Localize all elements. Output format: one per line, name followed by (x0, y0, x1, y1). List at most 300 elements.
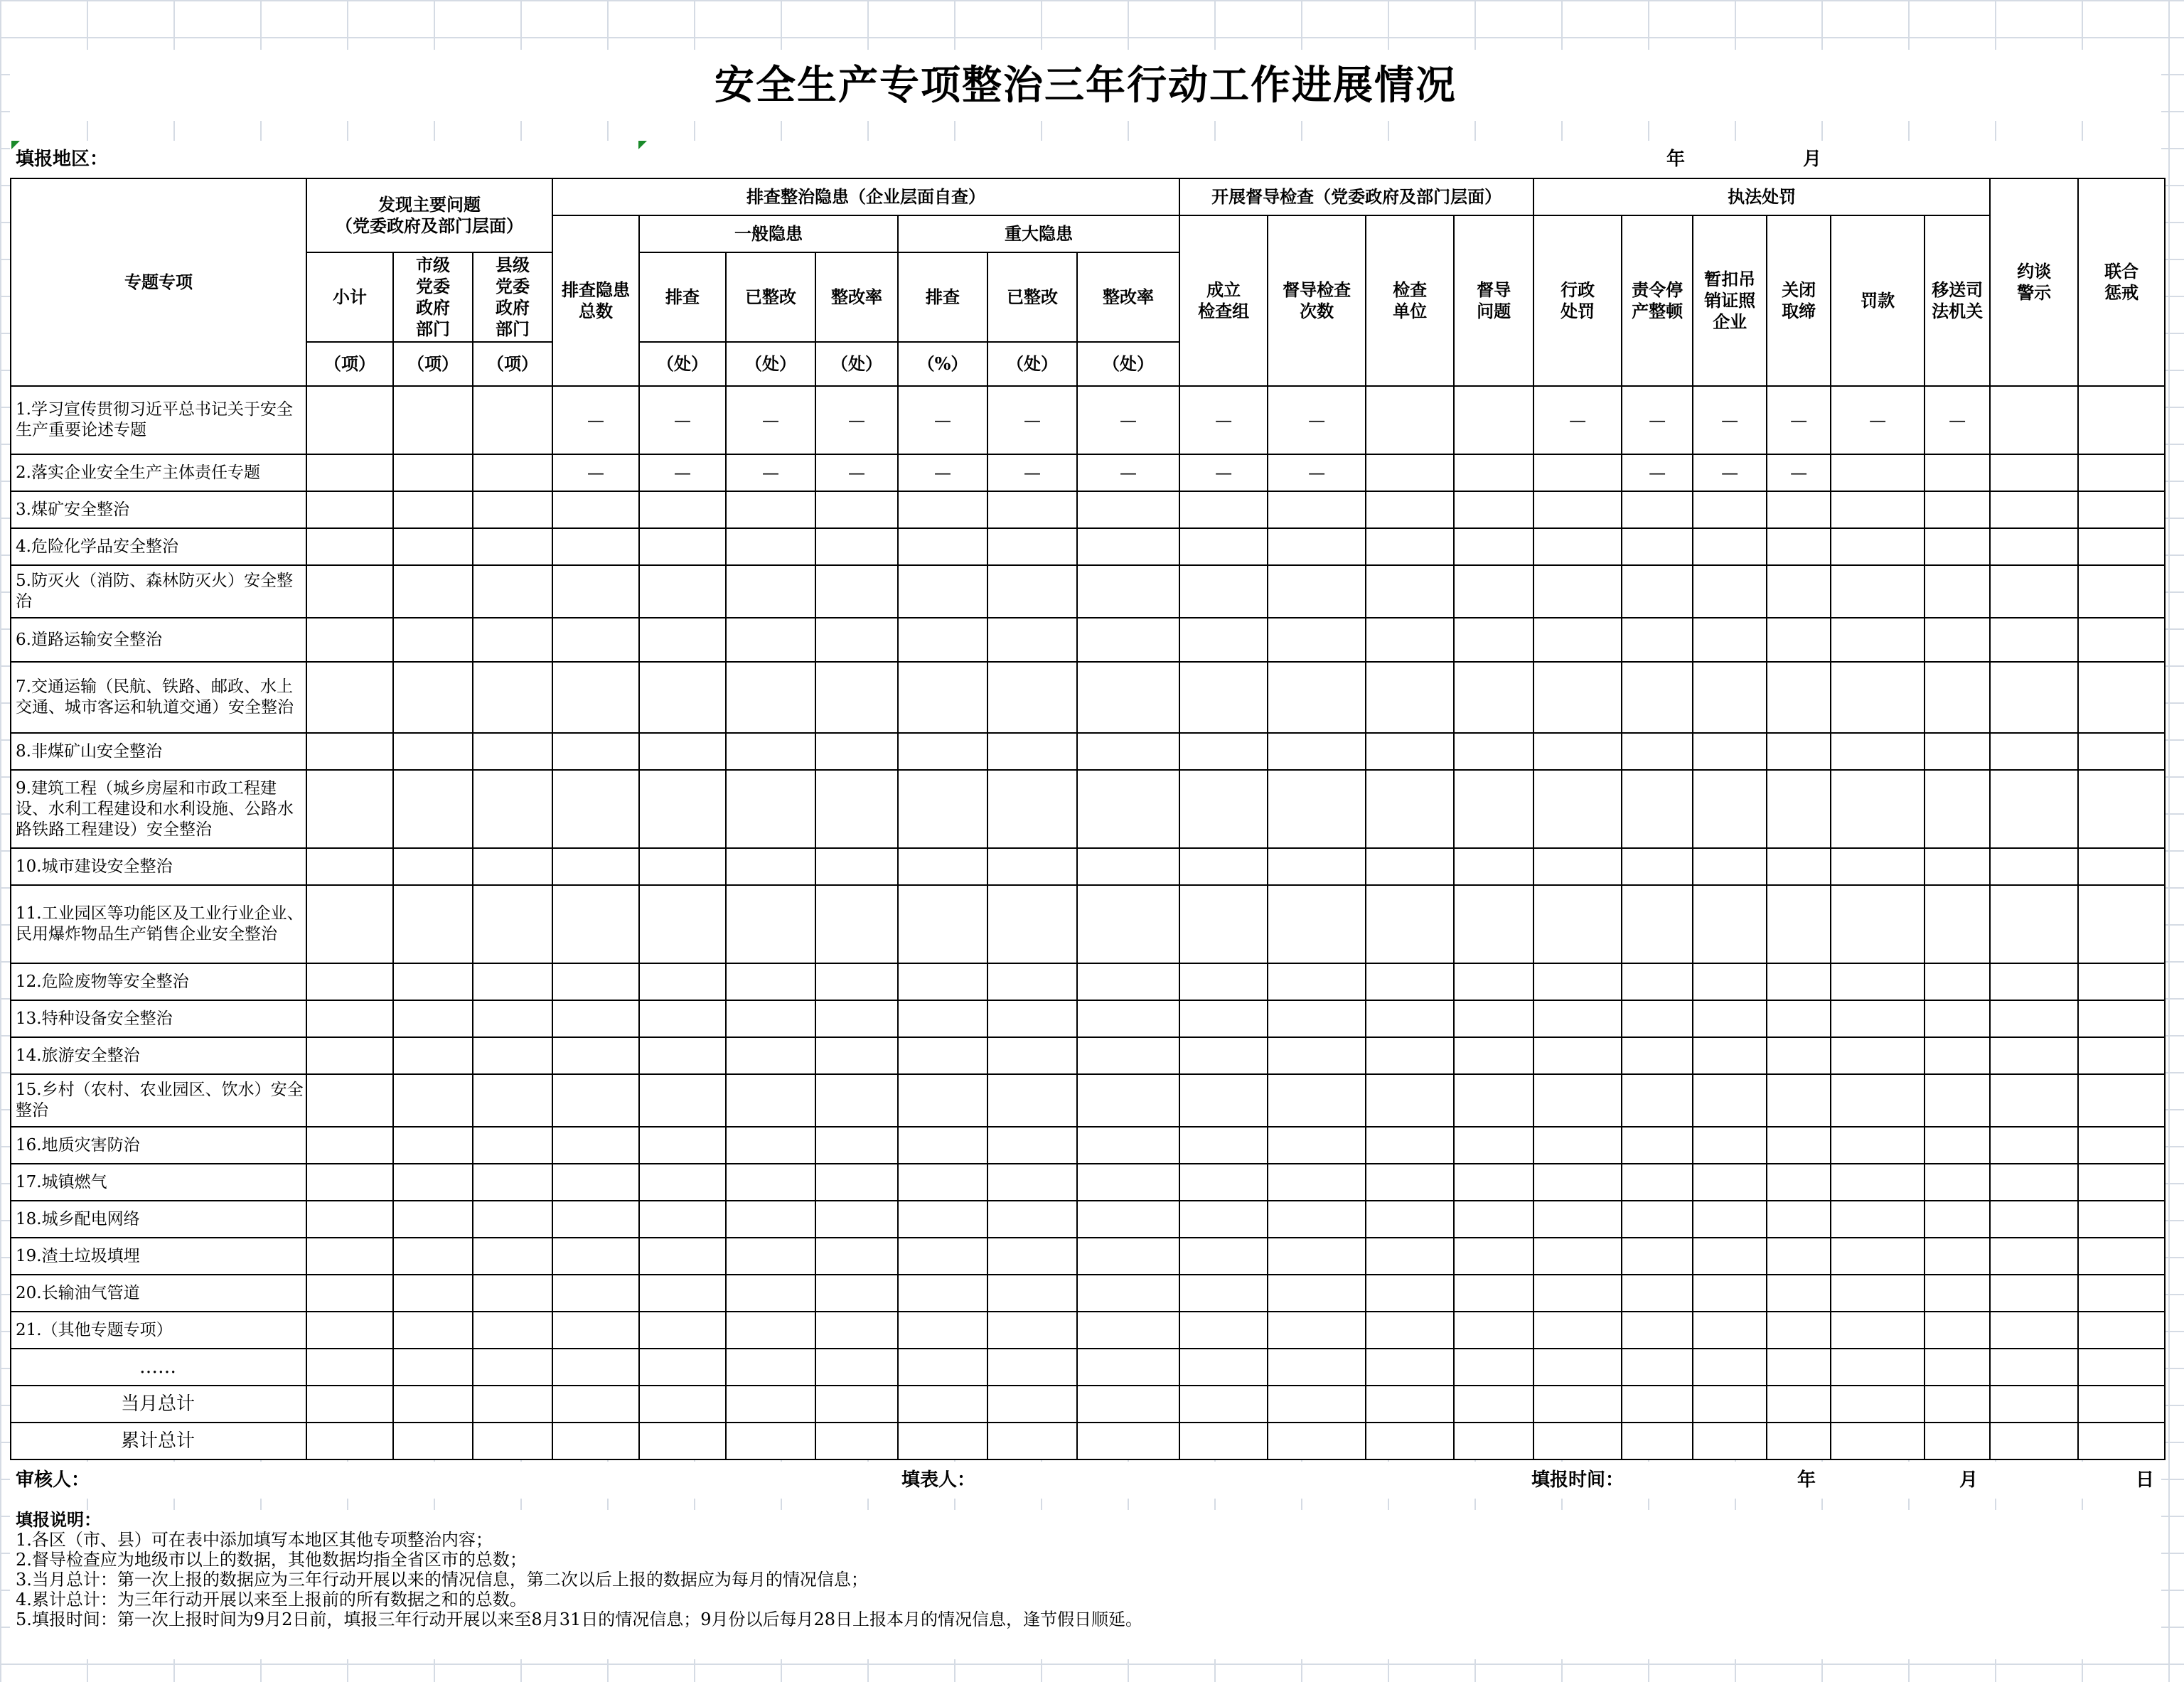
data-cell[interactable] (1767, 618, 1831, 662)
data-cell[interactable] (1693, 733, 1767, 770)
data-cell[interactable]: — (1533, 386, 1622, 454)
data-cell[interactable] (306, 1037, 393, 1074)
data-cell[interactable] (1831, 1037, 1925, 1074)
data-cell[interactable] (1925, 1127, 1990, 1164)
data-cell[interactable] (1454, 1074, 1533, 1127)
data-cell[interactable] (552, 770, 639, 848)
data-cell[interactable] (1622, 1312, 1693, 1349)
data-cell[interactable] (1925, 454, 1990, 491)
data-cell[interactable] (1366, 848, 1454, 885)
data-cell[interactable] (2078, 1312, 2165, 1349)
data-cell[interactable] (815, 885, 898, 963)
data-cell[interactable] (1179, 1127, 1268, 1164)
data-cell[interactable] (2078, 386, 2165, 454)
data-cell[interactable] (1533, 1312, 1622, 1349)
data-cell[interactable] (2078, 1238, 2165, 1275)
data-cell[interactable] (815, 491, 898, 528)
data-cell[interactable] (898, 963, 987, 1000)
data-cell[interactable] (1990, 565, 2078, 618)
data-cell[interactable] (393, 565, 473, 618)
data-cell[interactable] (898, 528, 987, 565)
data-cell[interactable] (1179, 1238, 1268, 1275)
data-cell[interactable] (306, 733, 393, 770)
data-cell[interactable] (306, 1074, 393, 1127)
data-cell[interactable]: — (1693, 386, 1767, 454)
data-cell[interactable] (898, 770, 987, 848)
data-cell[interactable] (306, 1238, 393, 1275)
data-cell[interactable] (639, 1275, 726, 1312)
data-cell[interactable] (1990, 454, 2078, 491)
data-cell[interactable] (552, 1000, 639, 1037)
data-cell[interactable] (815, 770, 898, 848)
data-cell[interactable] (2078, 1423, 2165, 1459)
data-cell[interactable] (639, 1238, 726, 1275)
data-cell[interactable] (306, 1275, 393, 1312)
data-cell[interactable] (393, 491, 473, 528)
data-cell[interactable] (473, 1201, 552, 1238)
data-cell[interactable] (306, 386, 393, 454)
data-cell[interactable] (1990, 1037, 2078, 1074)
data-cell[interactable] (726, 528, 815, 565)
data-cell[interactable] (552, 1037, 639, 1074)
data-cell[interactable] (1533, 848, 1622, 885)
data-cell[interactable] (898, 618, 987, 662)
data-cell[interactable] (1454, 1275, 1533, 1312)
data-cell[interactable] (1693, 1000, 1767, 1037)
data-cell[interactable] (473, 565, 552, 618)
data-cell[interactable] (1767, 770, 1831, 848)
data-cell[interactable] (306, 618, 393, 662)
data-cell[interactable] (1767, 1037, 1831, 1074)
data-cell[interactable] (639, 1037, 726, 1074)
data-cell[interactable] (726, 1201, 815, 1238)
data-cell[interactable] (1454, 885, 1533, 963)
data-cell[interactable] (1767, 1238, 1831, 1275)
data-cell[interactable] (898, 1312, 987, 1349)
data-cell[interactable] (393, 1201, 473, 1238)
data-cell[interactable] (1454, 454, 1533, 491)
data-cell[interactable] (1990, 848, 2078, 885)
data-cell[interactable] (1366, 733, 1454, 770)
data-cell[interactable]: — (1179, 386, 1268, 454)
data-cell[interactable] (552, 565, 639, 618)
data-cell[interactable] (2078, 565, 2165, 618)
data-cell[interactable] (1268, 1312, 1366, 1349)
data-cell[interactable] (639, 770, 726, 848)
data-cell[interactable] (1767, 1074, 1831, 1127)
data-cell[interactable] (987, 662, 1077, 733)
data-cell[interactable] (1077, 848, 1179, 885)
data-cell[interactable] (1990, 1275, 2078, 1312)
data-cell[interactable] (393, 1037, 473, 1074)
data-cell[interactable] (898, 491, 987, 528)
data-cell[interactable] (393, 733, 473, 770)
data-cell[interactable] (898, 1275, 987, 1312)
data-cell[interactable] (1693, 618, 1767, 662)
data-cell[interactable] (473, 1238, 552, 1275)
data-cell[interactable] (1925, 491, 1990, 528)
data-cell[interactable] (987, 1000, 1077, 1037)
data-cell[interactable] (1533, 1238, 1622, 1275)
data-cell[interactable] (898, 662, 987, 733)
data-cell[interactable] (473, 454, 552, 491)
data-cell[interactable] (2078, 848, 2165, 885)
data-cell[interactable] (1990, 662, 2078, 733)
data-cell[interactable] (1454, 1386, 1533, 1423)
data-cell[interactable] (1454, 1312, 1533, 1349)
data-cell[interactable] (898, 1000, 987, 1037)
data-cell[interactable] (1179, 618, 1268, 662)
data-cell[interactable] (1366, 1238, 1454, 1275)
data-cell[interactable] (393, 1386, 473, 1423)
data-cell[interactable] (1366, 1127, 1454, 1164)
data-cell[interactable] (1990, 1164, 2078, 1201)
data-cell[interactable] (987, 1164, 1077, 1201)
data-cell[interactable] (1831, 1423, 1925, 1459)
data-cell[interactable] (1366, 1037, 1454, 1074)
data-cell[interactable] (473, 1074, 552, 1127)
data-cell[interactable] (393, 1164, 473, 1201)
data-cell[interactable] (1454, 963, 1533, 1000)
data-cell[interactable] (1366, 1386, 1454, 1423)
data-cell[interactable] (1077, 1164, 1179, 1201)
data-cell[interactable] (1179, 1201, 1268, 1238)
data-cell[interactable] (1925, 1423, 1990, 1459)
data-cell[interactable] (1366, 1423, 1454, 1459)
data-cell[interactable] (1925, 1037, 1990, 1074)
data-cell[interactable] (1622, 885, 1693, 963)
data-cell[interactable] (1366, 770, 1454, 848)
data-cell[interactable] (1831, 848, 1925, 885)
data-cell[interactable] (726, 1000, 815, 1037)
data-cell[interactable] (1454, 662, 1533, 733)
data-cell[interactable] (306, 1386, 393, 1423)
data-cell[interactable] (393, 885, 473, 963)
data-cell[interactable] (473, 733, 552, 770)
data-cell[interactable] (1622, 618, 1693, 662)
data-cell[interactable] (639, 1074, 726, 1127)
data-cell[interactable]: — (1077, 454, 1179, 491)
data-cell[interactable] (1179, 1386, 1268, 1423)
data-cell[interactable] (1831, 454, 1925, 491)
data-cell[interactable] (898, 1037, 987, 1074)
data-cell[interactable] (1268, 848, 1366, 885)
data-cell[interactable] (1533, 662, 1622, 733)
data-cell[interactable] (1622, 848, 1693, 885)
data-cell[interactable] (1268, 1238, 1366, 1275)
data-cell[interactable] (1693, 1164, 1767, 1201)
data-cell[interactable] (1767, 1423, 1831, 1459)
data-cell[interactable] (552, 618, 639, 662)
data-cell[interactable] (552, 885, 639, 963)
data-cell[interactable] (815, 1312, 898, 1349)
data-cell[interactable] (1366, 662, 1454, 733)
data-cell[interactable] (306, 848, 393, 885)
data-cell[interactable] (1831, 1000, 1925, 1037)
data-cell[interactable] (1767, 1127, 1831, 1164)
data-cell[interactable] (393, 848, 473, 885)
data-cell[interactable] (1990, 1238, 2078, 1275)
data-cell[interactable] (815, 1037, 898, 1074)
data-cell[interactable] (1622, 963, 1693, 1000)
data-cell[interactable] (1831, 885, 1925, 963)
data-cell[interactable] (2078, 1000, 2165, 1037)
data-cell[interactable] (1454, 1164, 1533, 1201)
data-cell[interactable] (987, 963, 1077, 1000)
data-cell[interactable] (1179, 1000, 1268, 1037)
data-cell[interactable]: — (726, 454, 815, 491)
data-cell[interactable] (306, 885, 393, 963)
data-cell[interactable] (1990, 1349, 2078, 1386)
data-cell[interactable] (1693, 491, 1767, 528)
data-cell[interactable] (726, 565, 815, 618)
data-cell[interactable] (1077, 662, 1179, 733)
data-cell[interactable] (1533, 565, 1622, 618)
data-cell[interactable] (1077, 618, 1179, 662)
data-cell[interactable] (1767, 1386, 1831, 1423)
data-cell[interactable] (1077, 1037, 1179, 1074)
data-cell[interactable] (898, 733, 987, 770)
data-cell[interactable] (898, 1164, 987, 1201)
data-cell[interactable] (1990, 1201, 2078, 1238)
data-cell[interactable] (1767, 848, 1831, 885)
data-cell[interactable] (1077, 1074, 1179, 1127)
data-cell[interactable] (639, 618, 726, 662)
data-cell[interactable] (1179, 963, 1268, 1000)
data-cell[interactable] (1831, 565, 1925, 618)
data-cell[interactable] (639, 1000, 726, 1037)
data-cell[interactable] (1077, 770, 1179, 848)
data-cell[interactable] (1454, 1037, 1533, 1074)
data-cell[interactable] (1179, 1074, 1268, 1127)
data-cell[interactable] (1454, 1201, 1533, 1238)
data-cell[interactable] (1925, 662, 1990, 733)
data-cell[interactable] (987, 885, 1077, 963)
data-cell[interactable] (639, 1164, 726, 1201)
data-cell[interactable] (815, 1201, 898, 1238)
data-cell[interactable] (552, 1275, 639, 1312)
data-cell[interactable] (639, 565, 726, 618)
data-cell[interactable] (639, 733, 726, 770)
data-cell[interactable] (1366, 618, 1454, 662)
data-cell[interactable] (726, 1423, 815, 1459)
data-cell[interactable] (1767, 1349, 1831, 1386)
data-cell[interactable] (1077, 1312, 1179, 1349)
data-cell[interactable] (473, 885, 552, 963)
data-cell[interactable] (1693, 963, 1767, 1000)
data-cell[interactable] (1366, 1074, 1454, 1127)
data-cell[interactable] (393, 454, 473, 491)
data-cell[interactable] (393, 1000, 473, 1037)
data-cell[interactable] (1925, 1201, 1990, 1238)
data-cell[interactable] (1767, 1201, 1831, 1238)
data-cell[interactable] (2078, 770, 2165, 848)
data-cell[interactable] (1366, 963, 1454, 1000)
data-cell[interactable] (1366, 1312, 1454, 1349)
data-cell[interactable] (1533, 528, 1622, 565)
data-cell[interactable] (726, 1349, 815, 1386)
data-cell[interactable] (393, 1423, 473, 1459)
data-cell[interactable] (1925, 1275, 1990, 1312)
data-cell[interactable] (306, 1423, 393, 1459)
data-cell[interactable] (987, 528, 1077, 565)
data-cell[interactable] (1366, 565, 1454, 618)
data-cell[interactable] (1925, 885, 1990, 963)
data-cell[interactable] (552, 1201, 639, 1238)
data-cell[interactable] (1268, 733, 1366, 770)
data-cell[interactable] (1693, 565, 1767, 618)
data-cell[interactable] (1990, 733, 2078, 770)
data-cell[interactable] (1622, 1275, 1693, 1312)
data-cell[interactable] (1454, 770, 1533, 848)
data-cell[interactable] (815, 1238, 898, 1275)
data-cell[interactable] (1179, 733, 1268, 770)
data-cell[interactable] (1693, 528, 1767, 565)
data-cell[interactable] (987, 1275, 1077, 1312)
data-cell[interactable] (306, 491, 393, 528)
data-cell[interactable] (987, 1386, 1077, 1423)
data-cell[interactable] (1268, 770, 1366, 848)
data-cell[interactable] (815, 1386, 898, 1423)
data-cell[interactable]: — (639, 454, 726, 491)
data-cell[interactable]: — (898, 386, 987, 454)
data-cell[interactable] (2078, 1164, 2165, 1201)
data-cell[interactable] (306, 1164, 393, 1201)
data-cell[interactable] (726, 770, 815, 848)
data-cell[interactable] (1454, 386, 1533, 454)
data-cell[interactable]: — (1179, 454, 1268, 491)
data-cell[interactable] (1366, 1000, 1454, 1037)
data-cell[interactable] (1693, 770, 1767, 848)
data-cell[interactable] (552, 1312, 639, 1349)
data-cell[interactable] (815, 1074, 898, 1127)
data-cell[interactable] (1990, 1386, 2078, 1423)
data-cell[interactable] (552, 1423, 639, 1459)
data-cell[interactable] (815, 528, 898, 565)
data-cell[interactable] (898, 1238, 987, 1275)
data-cell[interactable] (393, 618, 473, 662)
data-cell[interactable] (1268, 565, 1366, 618)
data-cell[interactable] (1622, 770, 1693, 848)
data-cell[interactable] (1268, 1074, 1366, 1127)
data-cell[interactable] (1831, 1386, 1925, 1423)
data-cell[interactable] (1533, 1074, 1622, 1127)
data-cell[interactable] (1077, 733, 1179, 770)
data-cell[interactable] (473, 1349, 552, 1386)
data-cell[interactable] (639, 848, 726, 885)
data-cell[interactable] (1366, 1349, 1454, 1386)
data-cell[interactable] (2078, 1349, 2165, 1386)
data-cell[interactable] (1622, 1127, 1693, 1164)
data-cell[interactable] (473, 662, 552, 733)
data-cell[interactable] (473, 1000, 552, 1037)
data-cell[interactable] (815, 1275, 898, 1312)
data-cell[interactable] (1533, 1386, 1622, 1423)
data-cell[interactable] (306, 565, 393, 618)
data-cell[interactable] (815, 733, 898, 770)
data-cell[interactable] (1767, 963, 1831, 1000)
data-cell[interactable]: — (898, 454, 987, 491)
data-cell[interactable] (1077, 885, 1179, 963)
data-cell[interactable] (1179, 491, 1268, 528)
data-cell[interactable] (726, 848, 815, 885)
data-cell[interactable] (1925, 528, 1990, 565)
data-cell[interactable] (1366, 386, 1454, 454)
data-cell[interactable] (1366, 1164, 1454, 1201)
data-cell[interactable] (1268, 1164, 1366, 1201)
data-cell[interactable] (1179, 1037, 1268, 1074)
data-cell[interactable] (639, 885, 726, 963)
data-cell[interactable] (1990, 1074, 2078, 1127)
data-cell[interactable] (393, 770, 473, 848)
data-cell[interactable] (1831, 662, 1925, 733)
data-cell[interactable] (1925, 1074, 1990, 1127)
data-cell[interactable] (898, 1127, 987, 1164)
data-cell[interactable] (898, 1386, 987, 1423)
data-cell[interactable] (1179, 848, 1268, 885)
data-cell[interactable] (1925, 1349, 1990, 1386)
data-cell[interactable] (2078, 528, 2165, 565)
data-cell[interactable]: — (1925, 386, 1990, 454)
data-cell[interactable] (393, 1074, 473, 1127)
data-cell[interactable] (1077, 565, 1179, 618)
data-cell[interactable] (898, 1423, 987, 1459)
data-cell[interactable] (987, 491, 1077, 528)
data-cell[interactable] (815, 1349, 898, 1386)
data-cell[interactable] (1366, 454, 1454, 491)
data-cell[interactable] (473, 1164, 552, 1201)
data-cell[interactable] (1077, 528, 1179, 565)
data-cell[interactable] (473, 618, 552, 662)
data-cell[interactable]: — (815, 386, 898, 454)
data-cell[interactable] (1179, 1164, 1268, 1201)
data-cell[interactable] (1767, 1275, 1831, 1312)
data-cell[interactable] (393, 963, 473, 1000)
data-cell[interactable] (1179, 1349, 1268, 1386)
data-cell[interactable] (1077, 1349, 1179, 1386)
data-cell[interactable] (1179, 1275, 1268, 1312)
data-cell[interactable] (1268, 885, 1366, 963)
data-cell[interactable] (306, 770, 393, 848)
data-cell[interactable] (1454, 618, 1533, 662)
data-cell[interactable] (1693, 1037, 1767, 1074)
data-cell[interactable] (726, 1386, 815, 1423)
data-cell[interactable] (1533, 1201, 1622, 1238)
data-cell[interactable] (1622, 565, 1693, 618)
data-cell[interactable] (639, 963, 726, 1000)
data-cell[interactable]: — (552, 386, 639, 454)
data-cell[interactable] (1077, 1238, 1179, 1275)
data-cell[interactable] (1533, 1349, 1622, 1386)
data-cell[interactable] (1990, 885, 2078, 963)
data-cell[interactable] (1925, 770, 1990, 848)
data-cell[interactable] (1831, 1238, 1925, 1275)
data-cell[interactable] (1268, 528, 1366, 565)
data-cell[interactable] (987, 733, 1077, 770)
data-cell[interactable] (898, 565, 987, 618)
data-cell[interactable] (639, 1312, 726, 1349)
data-cell[interactable] (726, 1127, 815, 1164)
data-cell[interactable]: — (1693, 454, 1767, 491)
data-cell[interactable] (1454, 733, 1533, 770)
data-cell[interactable]: — (1767, 454, 1831, 491)
data-cell[interactable] (393, 528, 473, 565)
data-cell[interactable] (1268, 963, 1366, 1000)
data-cell[interactable] (2078, 1386, 2165, 1423)
data-cell[interactable]: — (552, 454, 639, 491)
data-cell[interactable] (1454, 565, 1533, 618)
data-cell[interactable]: — (815, 454, 898, 491)
